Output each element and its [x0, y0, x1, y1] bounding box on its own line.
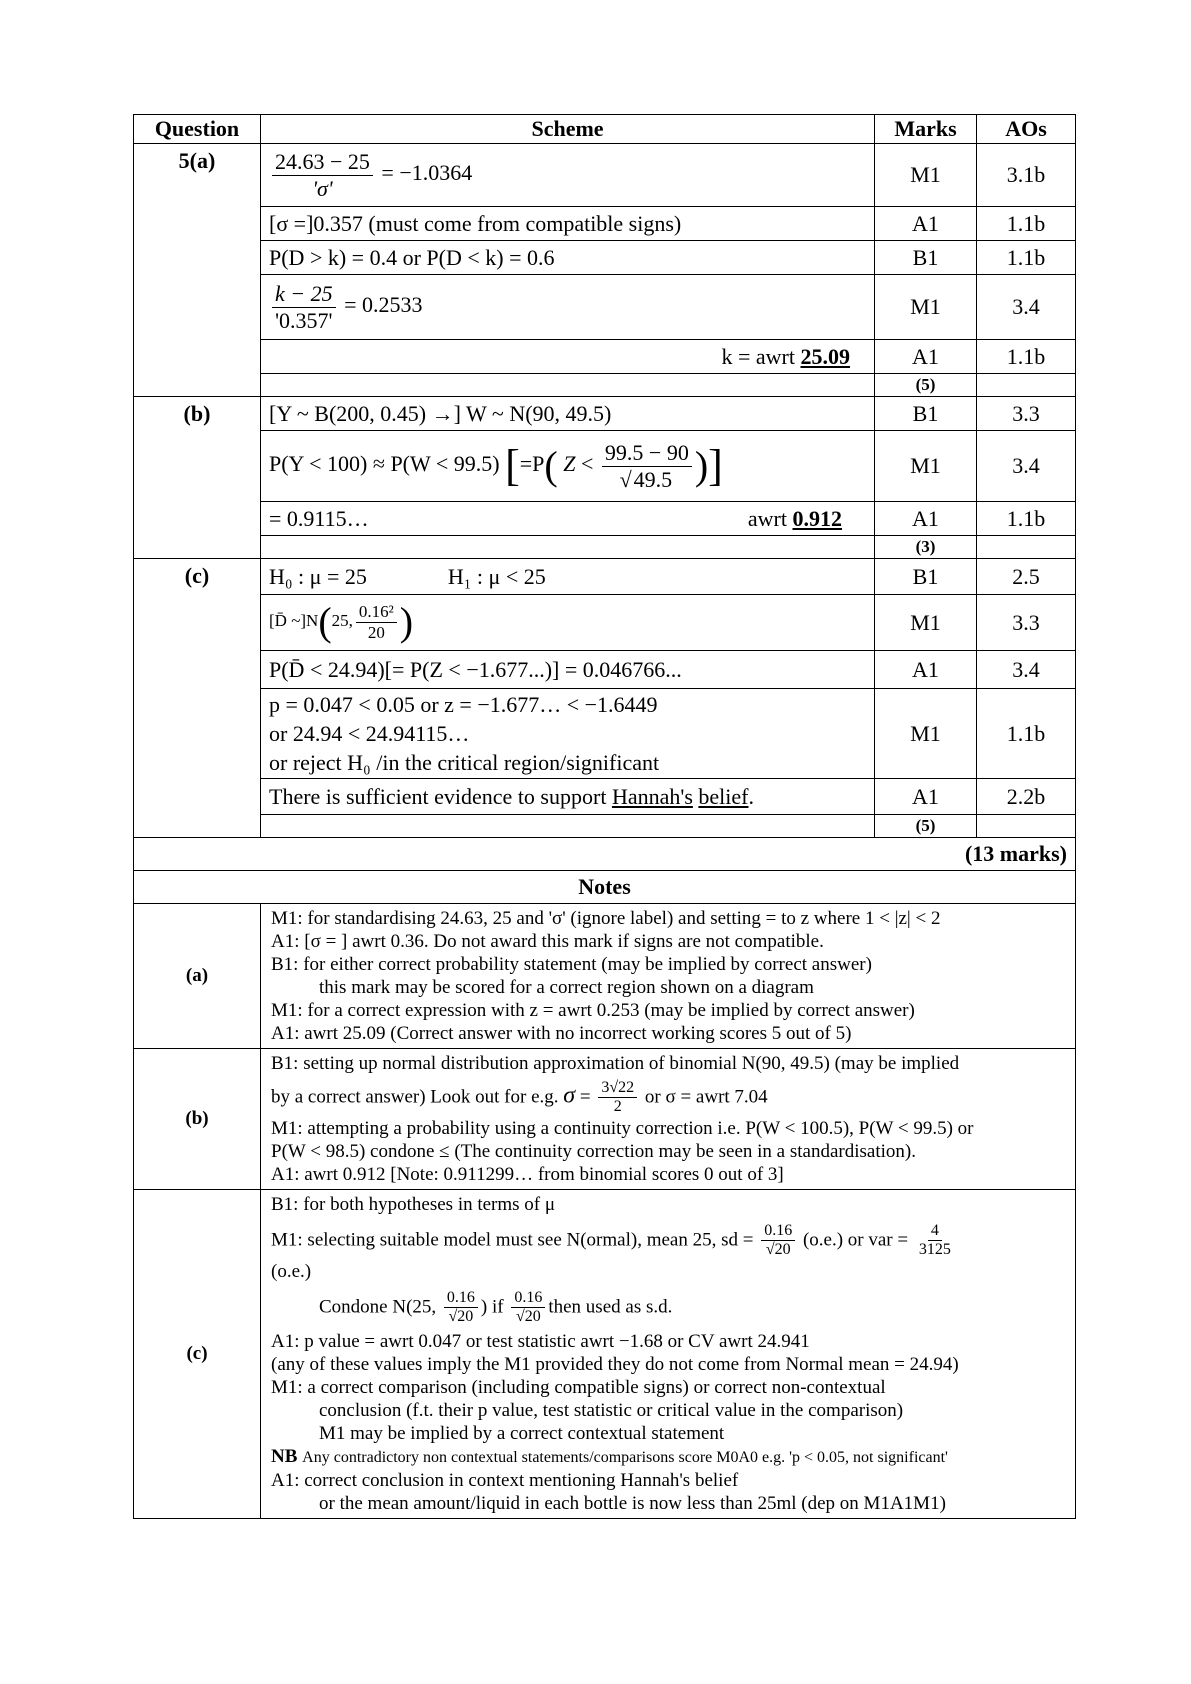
alternative-hypothesis: H₁ : μ < 25 [447, 563, 546, 589]
table-row [134, 502, 1076, 536]
numerator: 0.16² [356, 602, 397, 623]
numerator: k − 25 [272, 281, 336, 307]
note-text: then used as s.d. [548, 1295, 673, 1317]
denominator: √49.5 [619, 466, 673, 492]
note-line: A1: awrt 0.912 [Note: 0.911299… from binomial scores 0 out of 3] [271, 1163, 784, 1185]
note-line: (o.e.) [271, 1260, 312, 1282]
denominator: 'σ' [312, 175, 333, 201]
fraction: $\frac{4}{3125}$ [918, 1221, 951, 1259]
scheme-cell [261, 144, 875, 207]
ao: 3.1b [977, 144, 1076, 207]
table-row [134, 340, 1076, 374]
question-label-5b: (b) [134, 397, 261, 559]
equation-result: = −1.0364 [381, 160, 473, 186]
answer-value: 25.09 [800, 343, 850, 369]
mark: A1 [875, 779, 977, 815]
note-line: A1: p value = awrt 0.047 or test statistic awrt −1.68 or CV awrt 24.941 [271, 1331, 810, 1353]
fraction: $\frac{0.16}{√20}$ [511, 1289, 545, 1327]
open-bracket: [ [505, 441, 520, 490]
fraction: $\frac{0.16}{√20}$ [444, 1289, 478, 1327]
note-line [271, 1216, 1065, 1260]
note-line: M1: for standardising 24.63, 25 and 'σ' (ignore label) and setting = to z where 1 < |z| < 2 [271, 908, 941, 929]
mark: M1 [875, 431, 977, 502]
note-line: A1: correct conclusion in context mentioning Hannah's belief [271, 1470, 739, 1492]
answer-prefix: awrt [747, 505, 793, 531]
close-paren: ) [694, 443, 709, 488]
probability-expression: P(Y < 100) ≈ P(W < 99.5) [269, 451, 500, 477]
open-paren: ( [318, 599, 332, 645]
notes-label-b: (b) [134, 1049, 261, 1190]
subtotal-row [134, 815, 1076, 838]
answer-prefix: k = awrt [721, 343, 801, 369]
fraction [272, 281, 336, 333]
mark-scheme-table [133, 114, 1076, 1519]
scheme-cell [261, 559, 875, 595]
note-line: B1: setting up normal distribution approximation of binomial N(90, 49.5) (may be implied [271, 1053, 960, 1074]
numerator: 24.63 − 25 [272, 149, 373, 175]
header-aos: AOs [977, 115, 1076, 144]
mark: B1 [875, 559, 977, 595]
subtotal-row [134, 536, 1076, 559]
note-text: Condone N(25, [319, 1295, 437, 1317]
header-marks: Marks [875, 115, 977, 144]
header-question: Question [134, 115, 261, 144]
subtotal: (3) [875, 536, 977, 559]
mark: B1 [875, 397, 977, 431]
fraction [356, 602, 397, 642]
question-label-5c: (c) [134, 559, 261, 838]
comparison-line: or reject H₀ /in the critical region/significant [269, 750, 660, 775]
table-row [134, 241, 1076, 275]
note-line: M1: attempting a probability using a continuity correction i.e. P(W < 100.5), P(W < 99.5) or [271, 1117, 974, 1139]
mark: M1 [875, 689, 977, 779]
subtotal: (5) [875, 815, 977, 838]
denominator: 20 [367, 623, 385, 642]
mean: 25, [331, 611, 353, 631]
scheme-cell [261, 595, 875, 651]
table-row [134, 595, 1076, 651]
note-text: Any contradictory non contextual statements/comparisons score M0A0 e.g. 'p < 0.05, not significant' [302, 1449, 948, 1467]
header-scheme: Scheme [261, 115, 875, 144]
mark: A1 [875, 340, 977, 374]
notes-label-c: (c) [134, 1189, 261, 1519]
notes-title-row [134, 871, 1076, 904]
note-line: this mark may be scored for a correct region shown on a diagram [319, 977, 814, 998]
awrt-answer [748, 506, 866, 532]
comparison-line: or 24.94 < 24.94115… [269, 721, 470, 746]
notes-row [134, 1049, 1076, 1190]
null-hypothesis: H₀ : μ = 25 [269, 563, 367, 589]
table-row [134, 397, 1076, 431]
empty-cell [261, 374, 875, 397]
note-text: by a correct answer) Look out for e.g. [271, 1086, 559, 1108]
note-line [271, 1283, 1065, 1327]
mark: A1 [875, 207, 977, 241]
radicand: 49.5 [633, 466, 673, 492]
ao: 3.3 [977, 595, 1076, 651]
table-row [134, 144, 1076, 207]
table-row [134, 275, 1076, 340]
table-row [134, 689, 1076, 779]
mark: M1 [875, 595, 977, 651]
conclusion-underlined: Hannah's [611, 783, 693, 809]
note-line: M1: a correct comparison (including compatible signs) or correct non-contextual [271, 1377, 886, 1399]
numerator: 99.5 − 90 [602, 440, 692, 466]
ao: 1.1b [977, 689, 1076, 779]
fraction [602, 440, 692, 492]
note-line: A1: [σ = ] awrt 0.36. Do not award this mark if signs are not compatible. [271, 931, 824, 952]
close-bracket: ] [708, 441, 723, 490]
ao: 3.3 [977, 397, 1076, 431]
subtotal: (5) [875, 374, 977, 397]
total-marks: (13 marks) [134, 838, 1076, 871]
notes-text [261, 1049, 1076, 1190]
open-paren: ( [544, 443, 558, 488]
mark: A1 [875, 651, 977, 689]
note-line: conclusion (f.t. their p value, test statistic or critical value in the comparison) [319, 1400, 904, 1422]
note-text: (o.e.) or var = [802, 1229, 909, 1251]
answer-value: 0.912 [792, 505, 842, 531]
fraction: $\frac{3√22}{2}$ [598, 1079, 637, 1117]
ao: 3.4 [977, 275, 1076, 340]
scheme-cell [261, 502, 875, 536]
notes-title: Notes [134, 871, 1076, 904]
note-line: M1 may be implied by a correct contextual statement [319, 1423, 725, 1445]
notes-row [134, 904, 1076, 1049]
ao: 1.1b [977, 207, 1076, 241]
close-paren: ) [399, 599, 414, 645]
result-value: = 0.9115… [269, 505, 369, 531]
empty-cell [261, 815, 875, 838]
scheme-cell: P(Y < 100) ≈ P(W < 99.5) [=P( Z < $\frac{99.5 - 90}{√49.5}$ )] [261, 431, 875, 502]
note-line: A1: awrt 25.09 (Correct answer with no incorrect working scores 5 out of 5) [271, 1023, 852, 1044]
notes-label-a: (a) [134, 904, 261, 1049]
empty-cell [261, 536, 875, 559]
equation-result: = 0.2533 [344, 292, 423, 318]
empty-cell [977, 815, 1076, 838]
distribution-label: [D̄ ~]N [269, 611, 319, 631]
question-label-5a: 5(a) [134, 144, 261, 397]
note-line [271, 1445, 1065, 1469]
conclusion-end: . [748, 783, 754, 809]
note-text: ) if [480, 1295, 504, 1317]
scheme-cell [261, 340, 875, 374]
note-line: by a correct answer) Look out for e.g. σ = $\frac{3√22}{2}$ or σ = awrt 7.04 [271, 1079, 768, 1116]
ao: 1.1b [977, 241, 1076, 275]
conclusion-text: There is sufficient evidence to support [269, 783, 612, 809]
table-row [134, 779, 1076, 815]
scheme-cell: [σ =]0.357 (must come from compatible signs) [261, 207, 875, 241]
empty-cell [977, 536, 1076, 559]
scheme-cell: P(D > k) = 0.4 or P(D < k) = 0.6 [261, 241, 875, 275]
comparison-line: p = 0.047 < 0.05 or z = −1.677… < −1.6449 [269, 692, 658, 717]
note-line: or the mean amount/liquid in each bottle is now less than 25ml (dep on M1A1M1) [319, 1493, 946, 1515]
empty-cell [977, 374, 1076, 397]
total-row [134, 838, 1076, 871]
fraction: $\frac{0.16}{√20}$ [761, 1222, 795, 1260]
note-text: NB [271, 1446, 298, 1468]
note-line: M1: for a correct expression with z = awrt 0.253 (may be implied by correct answer) [271, 1000, 915, 1021]
header-row [134, 115, 1076, 144]
conclusion-underlined: belief [698, 783, 749, 809]
note-text: M1: selecting suitable model must see N(ormal), mean 25, sd = [271, 1229, 754, 1251]
scheme-cell: [Y ~ B(200, 0.45) →] W ~ N(90, 49.5) [261, 397, 875, 431]
mark: M1 [875, 275, 977, 340]
scheme-cell: P(D̄ < 24.94)[= P(Z < −1.677...)] = 0.046766... [261, 651, 875, 689]
ao: 1.1b [977, 340, 1076, 374]
note-text: or σ = awrt 7.04 [644, 1086, 768, 1108]
note-line: B1: for both hypotheses in terms of μ [271, 1193, 556, 1215]
mark: M1 [875, 144, 977, 207]
ao: 3.4 [977, 651, 1076, 689]
scheme-cell [261, 779, 875, 815]
notes-row [134, 1189, 1076, 1519]
table-row [134, 431, 1076, 502]
table-row [134, 559, 1076, 595]
scheme-cell [261, 689, 875, 779]
ao: 3.4 [977, 431, 1076, 502]
ao: 2.5 [977, 559, 1076, 595]
mark: A1 [875, 502, 977, 536]
table-row [134, 651, 1076, 689]
mark: B1 [875, 241, 977, 275]
note-line: (any of these values imply the M1 provided they do not come from Normal mean = 24.94) [271, 1354, 959, 1376]
note-line: P(W < 98.5) condone ≤ (The continuity correction may be seen in a standardisation). [271, 1140, 916, 1162]
ao: 1.1b [977, 502, 1076, 536]
table-row [134, 207, 1076, 241]
fraction [272, 149, 373, 201]
denominator: '0.357' [275, 307, 333, 333]
ao: 2.2b [977, 779, 1076, 815]
subtotal-row [134, 374, 1076, 397]
notes-text [261, 1189, 1076, 1519]
note-line: B1: for either correct probability statement (may be implied by correct answer) [271, 954, 872, 975]
scheme-cell [261, 275, 875, 340]
notes-text [261, 904, 1076, 1049]
